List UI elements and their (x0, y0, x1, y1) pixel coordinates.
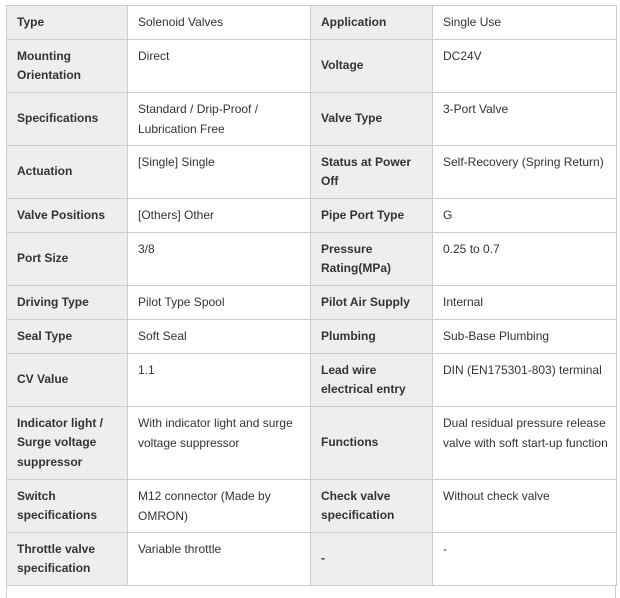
table-row (7, 146, 617, 199)
spec-value: Internal (433, 286, 617, 320)
spec-label: Pilot Air Supply (311, 286, 433, 320)
spec-label: Actuation (7, 146, 128, 199)
spec-label: Voltage (311, 40, 433, 93)
spec-label: Check valve specification (311, 480, 433, 533)
spec-value: DIN (EN175301-803) terminal (433, 354, 617, 407)
spec-label: Functions (311, 407, 433, 480)
spec-label: Throttle valve specification (7, 533, 128, 586)
spec-label: Status at Power Off (311, 146, 433, 199)
spec-value: Pilot Type Spool (128, 286, 311, 320)
spec-value: G (433, 199, 617, 233)
table-row (7, 320, 617, 354)
spec-value: [Others] Other (128, 199, 311, 233)
table-row (7, 233, 617, 286)
spec-value: 3-Port Valve (433, 93, 617, 146)
spec-label: Seal Type (7, 320, 128, 354)
spec-value: Sub-Base Plumbing (433, 320, 617, 354)
spec-value: Direct (128, 40, 311, 93)
spec-value: Soft Seal (128, 320, 311, 354)
spec-value: Self-Recovery (Spring Return) (433, 146, 617, 199)
spec-label: Indicator light / Surge voltage suppressor (7, 407, 128, 480)
spec-label: Plumbing (311, 320, 433, 354)
spec-value: Variable throttle (128, 533, 311, 586)
table-row (7, 286, 617, 320)
spec-value: Without check valve (433, 480, 617, 533)
spec-label: Pipe Port Type (311, 199, 433, 233)
spec-value: M12 connector (Made by OMRON) (128, 480, 311, 533)
table-continuation (6, 586, 616, 598)
spec-label: Pressure Rating(MPa) (311, 233, 433, 286)
spec-value: 0.25 to 0.7 (433, 233, 617, 286)
spec-value: - (433, 533, 617, 586)
table-row (7, 407, 617, 480)
spec-value: 1.1 (128, 354, 311, 407)
table-row (7, 40, 617, 93)
spec-value: With indicator light and surge voltage suppressor (128, 407, 311, 480)
spec-value: Solenoid Valves (128, 6, 311, 40)
spec-label: Driving Type (7, 286, 128, 320)
spec-value: DC24V (433, 40, 617, 93)
spec-value: 3/8 (128, 233, 311, 286)
spec-label: Mounting Orientation (7, 40, 128, 93)
spec-value: [Single] Single (128, 146, 311, 199)
spec-label: Port Size (7, 233, 128, 286)
spec-label: - (311, 533, 433, 586)
spec-label: Switch specifications (7, 480, 128, 533)
spec-label: Application (311, 6, 433, 40)
table-row (7, 6, 617, 40)
table-row (7, 199, 617, 233)
spec-label: Valve Positions (7, 199, 128, 233)
specification-table (6, 5, 617, 586)
spec-value: Dual residual pressure release valve with soft start-up function (433, 407, 617, 480)
table-row (7, 533, 617, 586)
table-row (7, 93, 617, 146)
table-row (7, 354, 617, 407)
spec-value: Single Use (433, 6, 617, 40)
spec-label: Lead wire electrical entry (311, 354, 433, 407)
spec-value: Standard / Drip-Proof / Lubrication Free (128, 93, 311, 146)
spec-label: Valve Type (311, 93, 433, 146)
table-row (7, 480, 617, 533)
spec-table-container (6, 5, 616, 598)
spec-label: Type (7, 6, 128, 40)
spec-label: Specifications (7, 93, 128, 146)
spec-label: CV Value (7, 354, 128, 407)
